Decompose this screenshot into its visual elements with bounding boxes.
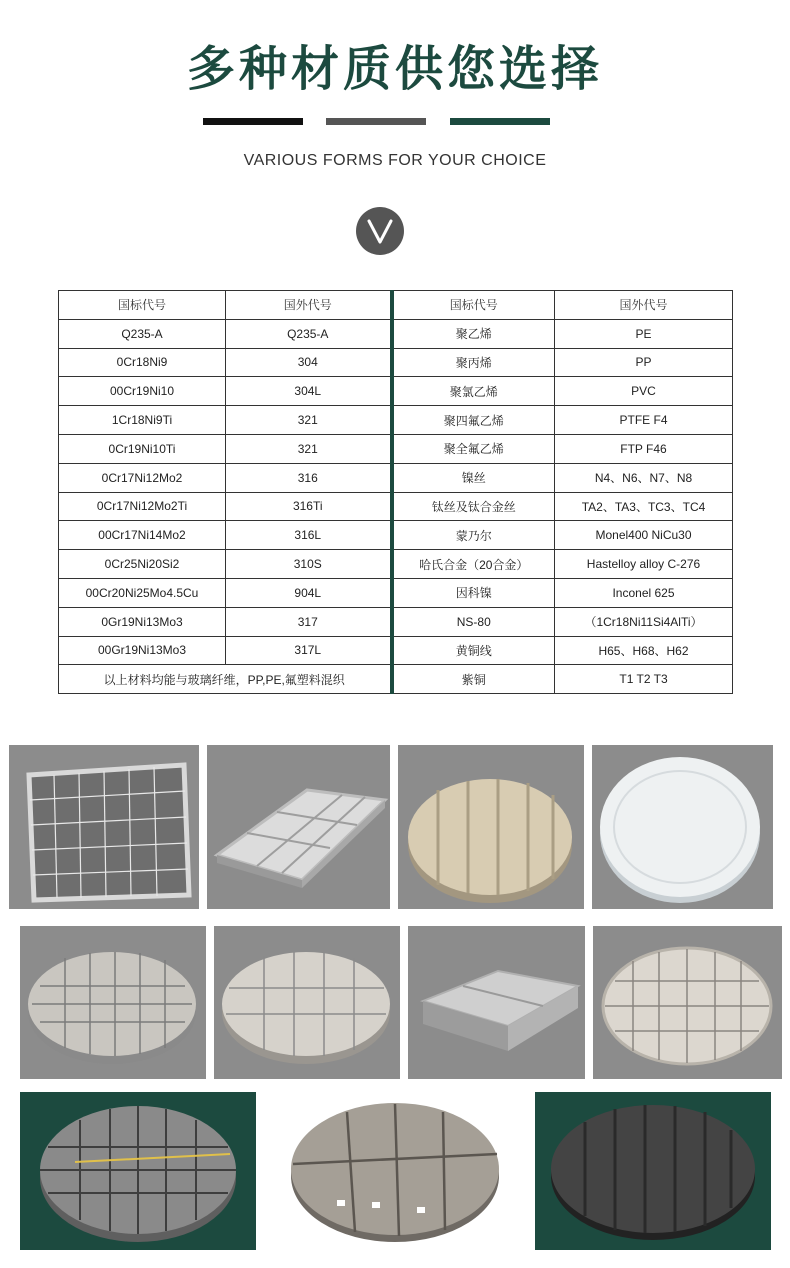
table-cell: 0Cr19Ni10Ti [59,434,226,463]
table-cell: 316 [226,463,392,492]
product-photo-round-grid-2 [214,926,400,1079]
table-cell: 聚乙烯 [392,319,555,348]
table-cell: PTFE F4 [555,406,733,435]
table-cell: PVC [555,377,733,406]
product-photo-round-grid-1 [20,926,206,1079]
divider-bar-green [450,118,550,125]
table-row [59,636,733,665]
table-cell: 0Cr18Ni9 [59,348,226,377]
product-photo-round-grid-4 [20,1092,256,1250]
table-cell: Hastelloy alloy C-276 [555,550,733,579]
table-row [59,492,733,521]
table-note-cell: 以上材料均能与玻璃纤维，PP,PE,氟塑料混织 [59,665,392,694]
table-row [59,406,733,435]
table-cell: 904L [226,578,392,607]
table-row [59,607,733,636]
table-cell: 哈氏合金（20合金） [392,550,555,579]
title-divider [0,118,790,126]
table-cell: 316Ti [226,492,392,521]
table-cell: 304 [226,348,392,377]
table-cell: 聚全氟乙烯 [392,434,555,463]
table-cell: 0Gr19Ni13Mo3 [59,607,226,636]
table-row [59,348,733,377]
table-cell: 0Cr17Ni12Mo2Ti [59,492,226,521]
product-photo-round-grid-3 [593,926,782,1079]
table-row [59,463,733,492]
product-photo-square-frame [9,745,199,909]
table-cell: FTP F46 [555,434,733,463]
table-cell: PE [555,319,733,348]
table-cell: 黄铜线 [392,636,555,665]
table-cell: 316L [226,521,392,550]
product-photo-round-pad-gray [277,1092,513,1250]
table-row [59,550,733,579]
table-cell: 00Gr19Ni13Mo3 [59,636,226,665]
table-cell: Inconel 625 [555,578,733,607]
table-cell: （1Cr18Ni11Si4AlTi） [555,607,733,636]
product-photo-rect-block [408,926,585,1079]
table-row [59,319,733,348]
table-cell: 0Cr17Ni12Mo2 [59,463,226,492]
table-cell: 321 [226,406,392,435]
table-cell: Monel400 NiCu30 [555,521,733,550]
table-cell: 304L [226,377,392,406]
table-cell: 317 [226,607,392,636]
table-cell: H65、H68、H62 [555,636,733,665]
table-row [59,434,733,463]
table-cell: 聚四氟乙烯 [392,406,555,435]
header-cell: 国外代号 [226,291,392,320]
chevron-down-icon [356,207,404,255]
page-subtitle: VARIOUS FORMS FOR YOUR CHOICE [243,152,547,169]
table-row [59,377,733,406]
table-cell: 317L [226,636,392,665]
page-title: 多种材质供您选择 [186,41,603,97]
table-cell: T1 T2 T3 [555,665,733,694]
divider-bar-black [203,118,303,125]
table-cell: 聚氯乙烯 [392,377,555,406]
table-row [59,521,733,550]
table-cell: 00Cr17Ni14Mo2 [59,521,226,550]
table-cell: 镍丝 [392,463,555,492]
table-cell: 聚丙烯 [392,348,555,377]
table-cell: PP [555,348,733,377]
divider-bar-gray [326,118,426,125]
table-cell: 紫铜 [392,665,555,694]
table-cell: 00Cr20Ni25Mo4.5Cu [59,578,226,607]
table-cell: 因科镍 [392,578,555,607]
table-cell: 00Cr19Ni10 [59,377,226,406]
table-cell: 0Cr25Ni20Si2 [59,550,226,579]
table-header-row [59,291,733,320]
material-table [58,290,733,694]
header-cell: 国标代号 [59,291,226,320]
product-photo-rect-pad [207,745,390,909]
product-photo-round-pad-black [535,1092,771,1250]
table-cell: 310S [226,550,392,579]
table-cell: Q235-A [59,319,226,348]
product-photo-round-pad-beige [398,745,584,909]
table-cell: NS-80 [392,607,555,636]
table-cell: 321 [226,434,392,463]
header-cell: 国标代号 [392,291,555,320]
table-cell: Q235-A [226,319,392,348]
table-cell: 1Cr18Ni9Ti [59,406,226,435]
table-cell: N4、N6、N7、N8 [555,463,733,492]
product-photo-round-pad-white [592,745,773,909]
table-cell: TA2、TA3、TC3、TC4 [555,492,733,521]
table-row-note [59,665,733,694]
table-cell: 钛丝及钛合金丝 [392,492,555,521]
table-row [59,578,733,607]
table-cell: 蒙乃尔 [392,521,555,550]
header-cell: 国外代号 [555,291,733,320]
